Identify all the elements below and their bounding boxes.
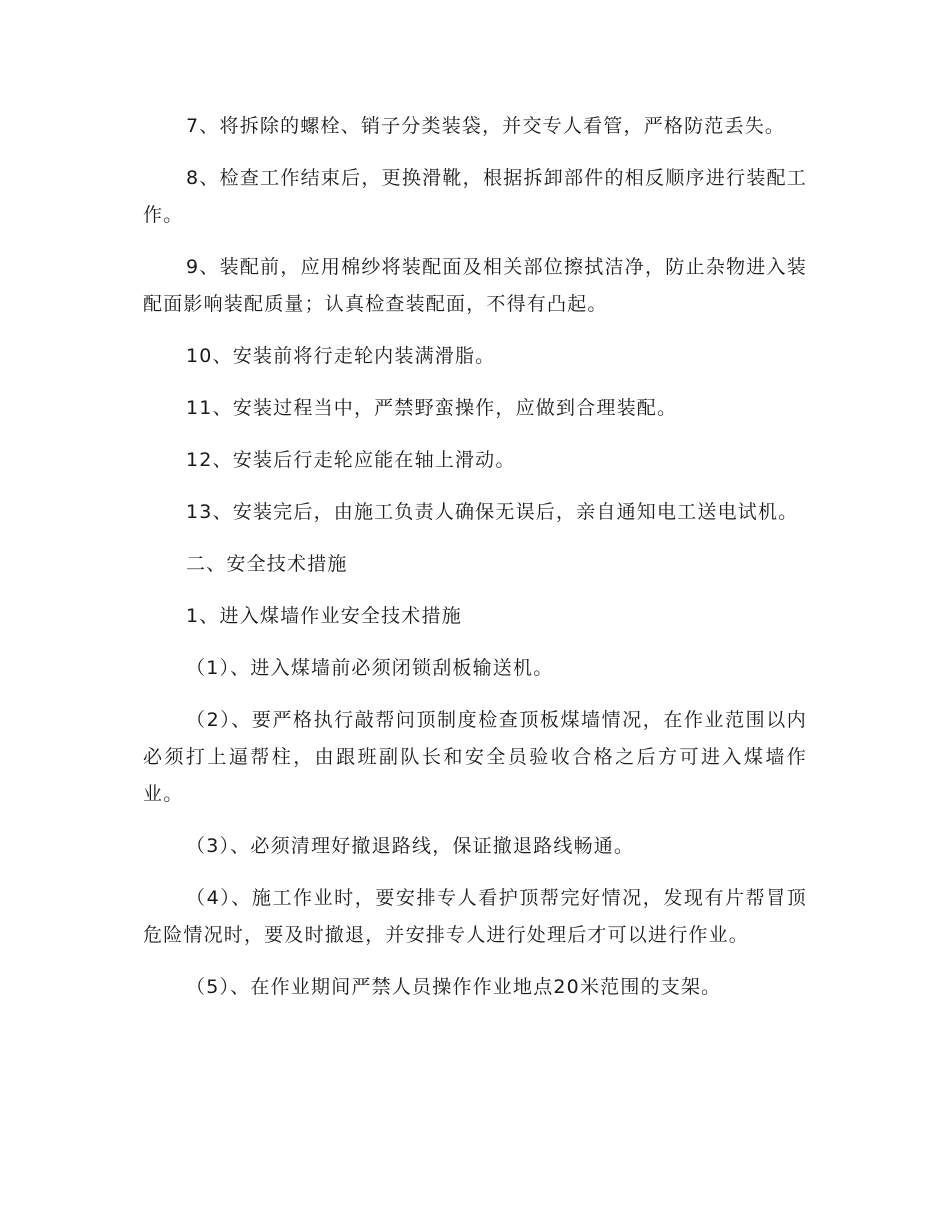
paragraph-item-7: 7、将拆除的螺栓、销子分类装袋，并交专人看管，严格防范丢失。 [186,115,786,137]
paragraph-sub-2: （2）、要严格执行敲帮问顶制度检查顶板煤墙情况，在作业范围以内必须打上逼帮柱，由跟班副队长和安全员验收合格之后方可进入煤墙作业。 [143,709,807,805]
paragraph-item-9: 9、装配前，应用棉纱将装配面及相关部位擦拭洁净，防止杂物进入装配面影响装配质量；认真检查装配面，不得有凸起。 [143,256,807,315]
paragraph-sub-1: （1）、进入煤墙前必须闭锁刮板输送机。 [186,657,554,679]
paragraph-item-10: 10、安装前将行走轮内装满滑脂。 [186,345,496,367]
paragraph-item-12: 12、安装后行走轮应能在轴上滑动。 [186,449,516,471]
subsection-heading-coal-wall: 1、进入煤墙作业安全技术措施 [186,605,462,627]
paragraph-item-8: 8、检查工作结束后，更换滑靴，根据拆卸部件的相反顺序进行装配工作。 [143,167,807,226]
paragraph-sub-4: （4）、施工作业时，要安排专人看护顶帮完好情况，发现有片帮冒顶危险情况时，要及时撤退，并安排专人进行处理后才可以进行作业。 [143,887,807,946]
section-heading-safety-measures: 二、安全技术措施 [186,553,348,575]
paragraph-item-11: 11、安装过程当中，严禁野蛮操作，应做到合理装配。 [186,397,678,419]
paragraph-item-13: 13、安装完后，由施工负责人确保无误后，亲自通知电工送电试机。 [186,501,799,523]
paragraph-sub-5: （5）、在作业期间严禁人员操作作业地点20米范围的支架。 [186,976,722,998]
paragraph-sub-3: （3）、必须清理好撤退路线，保证撤退路线畅通。 [186,835,635,857]
